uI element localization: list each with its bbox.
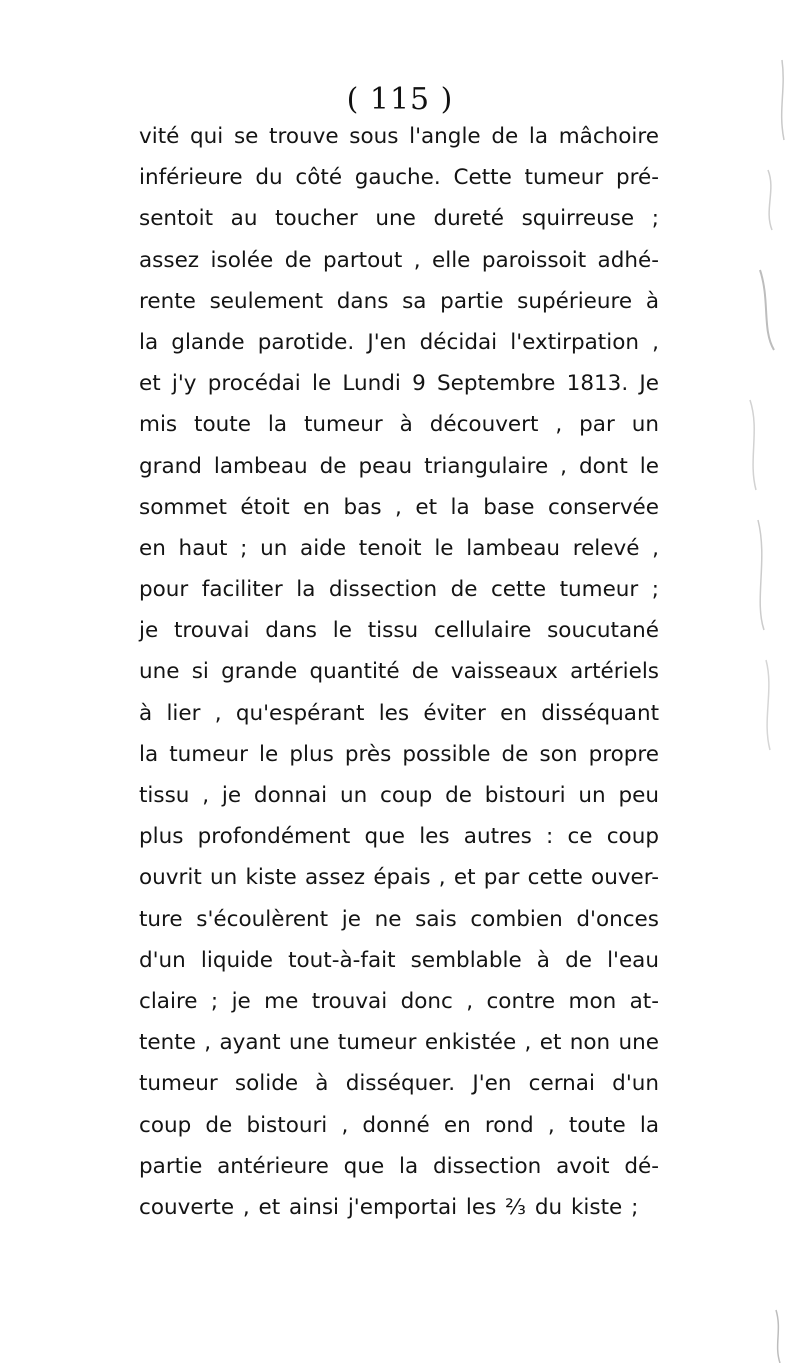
text-line: une si grande quantité de vaisseaux artériels <box>139 659 659 685</box>
text-line: rente seulement dans sa partie supérieure à <box>139 288 659 314</box>
page-number: ( 115 ) <box>346 82 454 117</box>
text-line: assez isolée de partout , elle paroissoit adhé- <box>139 247 659 273</box>
text-line: en haut ; un aide tenoit le lambeau relevé , <box>139 535 659 561</box>
text-line: coup de bistouri , donné en rond , toute la <box>139 1112 659 1138</box>
text-line: sentoit au toucher une dureté squirreuse ; <box>139 206 659 232</box>
text-line: tente , ayant une tumeur enkistée , et non une <box>139 1030 659 1056</box>
text-line: claire ; je me trouvai donc , contre mon at- <box>139 988 659 1014</box>
text-line: inférieure du côté gauche. Cette tumeur pré- <box>139 165 659 191</box>
text-line: je trouvai dans le tissu cellulaire soucutané <box>139 618 659 644</box>
text-line: et j'y procédai le Lundi 9 Septembre 1813. Je <box>139 371 659 397</box>
text-line: ture s'écoulèrent je ne sais combien d'onces <box>139 906 659 932</box>
body-text <box>139 116 659 1228</box>
text-line: tissu , je donnai un coup de bistouri un peu <box>139 783 659 808</box>
text-line: tumeur solide à disséquer. J'en cernai d'un <box>139 1071 659 1097</box>
text-line: vité qui se trouve sous l'angle de la mâchoire <box>139 124 659 149</box>
text-line: à lier , qu'espérant les éviter en disséquant <box>139 700 659 726</box>
text-line: la tumeur le plus près possible de son propre <box>139 741 659 767</box>
text-line: grand lambeau de peau triangulaire , dont le <box>139 453 659 479</box>
text-line: sommet étoit en bas , et la base conservée <box>139 494 659 520</box>
text-line: plus profondément que les autres : ce coup <box>139 824 659 850</box>
text-line: pour faciliter la dissection de cette tumeur ; <box>139 577 659 603</box>
text-line: ouvrit un kiste assez épais , et par cette ouver- <box>139 865 659 891</box>
text-line: mis toute la tumeur à découvert , par un <box>139 412 659 438</box>
text-line: couverte , et ainsi j'emportai les ⅔ du kiste ; <box>139 1194 639 1220</box>
text-line: d'un liquide tout-à-fait semblable à de l'eau <box>139 947 659 973</box>
text-line: partie antérieure que la dissection avoit dé- <box>139 1153 659 1179</box>
page-edge-marks <box>690 0 800 1363</box>
text-line: la glande parotide. J'en décidai l'extirpation , <box>139 329 659 355</box>
